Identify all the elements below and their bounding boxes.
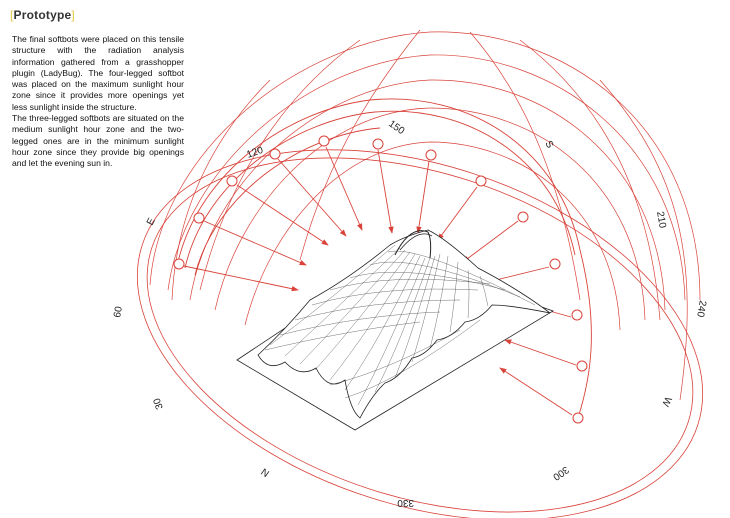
softbot-marker [518,212,528,222]
heading-bracket-close: ] [71,8,75,22]
compass-label-n: N [259,465,272,479]
description-paragraph: The three-legged softbots are situated on the medium sunlight hour zone and the two-legged ones are in the minimum sunlight hour zone since they provide big openings and let the evening sun in. [12,113,184,169]
compass-label-w: W [659,394,674,408]
radiation-arrow [418,161,429,233]
radiation-arrow [500,368,572,415]
tensile-structure [237,230,553,430]
radiation-arrow [505,340,576,365]
compass-label-60: 60 [112,305,125,319]
compass-label-30: 30 [151,396,166,411]
compass-label-210: 210 [654,210,668,229]
softbot-marker [227,176,237,186]
softbot-marker [476,176,486,186]
softbot-marker [550,259,560,269]
compass-label-240: 240 [694,299,708,318]
softbot-marker [174,259,184,269]
compass-label-300: 300 [550,463,571,483]
compass-label-e: E [144,216,158,228]
description-paragraph: The final softbots were placed on this tensile structure with the radiation analysis information gathered from a grasshopper plugin (LadyBug). The four-legged softbot was placed on the maximum sunlight hour zone since it provides more openings yet less sunlight inside the structure. [12,34,184,112]
softbot-marker [319,136,329,146]
compass-label-120: 120 [245,144,265,161]
heading-bracket-open: [ [10,8,14,22]
radiation-arrow [438,187,477,240]
softbot-marker [270,149,280,159]
softbot-marker [426,150,436,160]
softbot-marker [573,413,583,423]
compass-label-s: S [542,139,556,151]
radiation-arrow [204,221,306,265]
radiation-arrow [326,147,362,230]
softbot-marker [194,213,204,223]
compass-label-330: 330 [397,497,414,508]
heading-title: Prototype [13,8,72,22]
radiation-arrow [463,221,518,262]
softbot-marker [373,139,383,149]
compass-label-150: 150 [386,118,407,138]
softbot-marker [572,310,582,320]
softbot-marker [577,361,587,371]
